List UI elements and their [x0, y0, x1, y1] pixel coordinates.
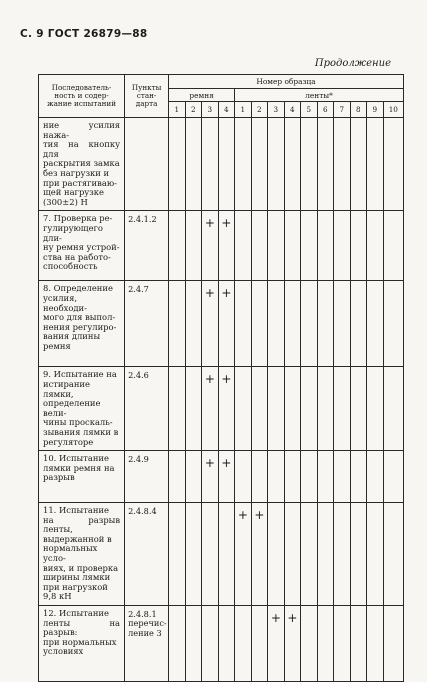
test-description-line: 9. Испытание на [43, 369, 117, 380]
empty-mark-cell [334, 211, 351, 281]
test-description-line: при растягиваю- [43, 177, 117, 188]
empty-mark-cell [367, 118, 384, 211]
page-header: С. 9 ГОСТ 26879—88 [20, 28, 148, 40]
empty-mark-cell [383, 211, 403, 281]
empty-mark-cell [268, 451, 285, 503]
empty-mark-cell [317, 281, 334, 367]
empty-mark-cell [367, 503, 384, 606]
empty-mark-cell [367, 606, 384, 682]
empty-mark-cell [251, 211, 268, 281]
test-description-line: тия на кнопку для [43, 139, 121, 159]
empty-mark-cell [383, 281, 403, 367]
empty-mark-cell [301, 606, 318, 682]
test-description-line: усилия, необходи- [43, 292, 87, 313]
test-description-line: ние усилия нажа- [43, 120, 121, 140]
empty-mark-cell [251, 118, 268, 211]
sample-number-cell: 3 [268, 102, 285, 118]
empty-mark-cell [301, 367, 318, 451]
empty-mark-cell [350, 211, 367, 281]
test-mark-cell: + [202, 281, 219, 367]
sample-number-cell: 6 [317, 102, 334, 118]
empty-mark-cell [169, 606, 186, 682]
test-description-line: 7. Проверка ре- [43, 213, 113, 224]
test-description-line: выдержанной в [43, 533, 112, 544]
empty-mark-cell [235, 211, 252, 281]
column-group-belt: ремня [169, 89, 235, 102]
empty-mark-cell [334, 606, 351, 682]
empty-mark-cell [202, 503, 219, 606]
empty-mark-cell [251, 451, 268, 503]
test-description-line: условиях [43, 646, 84, 657]
test-description-line: без нагрузки и [43, 167, 110, 178]
empty-mark-cell [334, 451, 351, 503]
empty-mark-cell [169, 281, 186, 367]
sample-number-cell: 4 [284, 102, 301, 118]
test-description-line: виях, и проверка [43, 562, 119, 573]
standard-clause-cell [125, 451, 169, 503]
standard-clause-cell [125, 281, 169, 367]
empty-mark-cell [317, 451, 334, 503]
test-description-line: разрыв [43, 472, 75, 483]
empty-mark-cell [301, 281, 318, 367]
test-description-line: 12. Испытание [43, 608, 109, 619]
table-row [39, 211, 404, 281]
sample-number-cell: 1 [169, 102, 186, 118]
standard-clause-line: 2.4.7 [128, 284, 149, 295]
empty-mark-cell [218, 606, 235, 682]
test-description-line: 8. Определение [43, 283, 113, 294]
test-mark-cell: + [202, 451, 219, 503]
empty-mark-cell [383, 367, 403, 451]
test-description-line: способность [43, 261, 98, 272]
empty-mark-cell [301, 118, 318, 211]
test-description-line: определение вели- [43, 398, 101, 418]
column-header-sample-number: Номер образца [169, 75, 404, 89]
test-description-line: нения регулиро- [43, 321, 117, 332]
table-row [39, 367, 404, 451]
empty-mark-cell [334, 367, 351, 451]
standard-clause-line: ление 3 [128, 627, 162, 638]
empty-mark-cell [301, 211, 318, 281]
test-description-line: вания длины [43, 331, 101, 342]
continuation-label: Продолжение [314, 58, 391, 69]
empty-mark-cell [301, 451, 318, 503]
empty-mark-cell [284, 118, 301, 211]
empty-mark-cell [317, 503, 334, 606]
empty-mark-cell [284, 367, 301, 451]
test-description-line: ленты на разрыв: [43, 617, 121, 638]
standard-clause-cell [125, 503, 169, 606]
empty-mark-cell [268, 118, 285, 211]
table-row [39, 118, 404, 211]
test-description-line: 10. Испытание [43, 453, 109, 464]
empty-mark-cell [169, 503, 186, 606]
empty-mark-cell [350, 118, 367, 211]
empty-mark-cell [202, 606, 219, 682]
standard-clause-line: перечис- [128, 618, 167, 629]
empty-mark-cell [334, 503, 351, 606]
test-description-line: чины проскаль- [43, 417, 113, 428]
test-mark-cell: + [218, 451, 235, 503]
test-description-cell [39, 211, 125, 281]
test-description-line: ну ремня устрой- [43, 242, 120, 253]
empty-mark-cell [185, 606, 202, 682]
empty-mark-cell [317, 606, 334, 682]
empty-mark-cell [235, 281, 252, 367]
empty-mark-cell [383, 606, 403, 682]
test-description-cell [39, 367, 125, 451]
empty-mark-cell [284, 281, 301, 367]
empty-mark-cell [185, 211, 202, 281]
test-description-line: ства на работо- [43, 251, 111, 262]
empty-mark-cell [218, 118, 235, 211]
test-description-cell [39, 118, 125, 211]
test-description-cell [39, 451, 125, 503]
test-description-line: щей нагрузке [43, 187, 104, 198]
test-mark-cell: + [235, 503, 252, 606]
empty-mark-cell [169, 451, 186, 503]
test-mark-cell: + [251, 503, 268, 606]
empty-mark-cell [268, 281, 285, 367]
test-description-line: (300±2) Н [43, 196, 88, 207]
sample-number-cell: 1 [235, 102, 252, 118]
empty-mark-cell [284, 503, 301, 606]
empty-mark-cell [185, 118, 202, 211]
empty-mark-cell [367, 451, 384, 503]
standard-clause-line: 2.4.8.1 [128, 609, 157, 620]
test-description-line: 11. Испытание [43, 505, 109, 516]
empty-mark-cell [185, 367, 202, 451]
empty-mark-cell [350, 503, 367, 606]
empty-mark-cell [218, 503, 235, 606]
column-header-standard-clauses: Пункты стан- дарта [125, 75, 169, 118]
sample-number-cell: 7 [334, 102, 351, 118]
test-description-line: истирание лямки, [43, 378, 90, 399]
standard-clause-line: 2.4.1.2 [128, 214, 157, 225]
standard-clause-cell [125, 211, 169, 281]
empty-mark-cell [334, 281, 351, 367]
empty-mark-cell [235, 606, 252, 682]
empty-mark-cell [367, 367, 384, 451]
empty-mark-cell [350, 367, 367, 451]
test-description-line: регуляторе [43, 436, 94, 447]
test-mark-cell: + [218, 367, 235, 451]
test-description-line: на разрыв ленты, [43, 514, 121, 535]
table-row [39, 451, 404, 503]
empty-mark-cell [284, 211, 301, 281]
test-description-cell [39, 281, 125, 367]
sample-number-cell: 2 [251, 102, 268, 118]
test-description-line: ремня [43, 340, 71, 351]
test-description-line: ширины лямки [43, 572, 111, 583]
sample-number-cell: 3 [202, 102, 219, 118]
empty-mark-cell [169, 367, 186, 451]
test-mark-cell: + [218, 211, 235, 281]
empty-mark-cell [350, 606, 367, 682]
empty-mark-cell [268, 503, 285, 606]
empty-mark-cell [268, 211, 285, 281]
empty-mark-cell [350, 281, 367, 367]
test-mark-cell: + [202, 211, 219, 281]
test-description-line: раскрытия замка [43, 158, 120, 169]
standard-clause-cell [125, 367, 169, 451]
sample-number-cell: 8 [350, 102, 367, 118]
empty-mark-cell [383, 503, 403, 606]
standard-clause-cell [125, 118, 169, 211]
empty-mark-cell [235, 367, 252, 451]
empty-mark-cell [251, 281, 268, 367]
empty-mark-cell [367, 211, 384, 281]
empty-mark-cell [284, 451, 301, 503]
empty-mark-cell [268, 367, 285, 451]
sample-number-cell: 5 [301, 102, 318, 118]
empty-mark-cell [367, 281, 384, 367]
empty-mark-cell [235, 118, 252, 211]
test-description-line: нормальных усло- [43, 543, 98, 564]
test-description-line: при нормальных [43, 636, 117, 647]
test-mark-cell: + [218, 281, 235, 367]
test-mark-cell: + [202, 367, 219, 451]
empty-mark-cell [383, 118, 403, 211]
empty-mark-cell [185, 451, 202, 503]
standard-clause-cell [125, 606, 169, 682]
empty-mark-cell [251, 606, 268, 682]
column-group-strap: ленты* [235, 89, 404, 102]
test-mark-cell: + [284, 606, 301, 682]
empty-mark-cell [185, 503, 202, 606]
empty-mark-cell [301, 503, 318, 606]
empty-mark-cell [350, 451, 367, 503]
test-mark-cell: + [268, 606, 285, 682]
column-header-tests: Последователь- ность и содер- жание испытаний [39, 75, 125, 118]
empty-mark-cell [317, 367, 334, 451]
table-row [39, 281, 404, 367]
standard-clause-line: 2.4.6 [128, 370, 149, 381]
empty-mark-cell [251, 367, 268, 451]
table-row [39, 503, 404, 606]
empty-mark-cell [169, 118, 186, 211]
test-description-line: лямки ремня на [43, 462, 115, 473]
test-description-line: гулирующего дли- [43, 222, 103, 243]
test-description-line: зывания лямки в [43, 426, 119, 437]
empty-mark-cell [317, 211, 334, 281]
empty-mark-cell [334, 118, 351, 211]
empty-mark-cell [317, 118, 334, 211]
test-description-cell [39, 503, 125, 606]
sample-number-cell: 10 [383, 102, 403, 118]
sample-number-cell: 9 [367, 102, 384, 118]
standard-clause-line: 2.4.9 [128, 454, 149, 465]
test-description-cell [39, 606, 125, 682]
test-description-line: при нагрузкой [43, 581, 108, 592]
empty-mark-cell [383, 451, 403, 503]
test-description-line: 9,8 кН [43, 591, 72, 602]
test-schedule-table [38, 74, 404, 682]
empty-mark-cell [169, 211, 186, 281]
sample-number-cell: 4 [218, 102, 235, 118]
empty-mark-cell [235, 451, 252, 503]
empty-mark-cell [185, 281, 202, 367]
empty-mark-cell [202, 118, 219, 211]
test-description-line: мого для выпол- [43, 312, 116, 323]
sample-number-cell: 2 [185, 102, 202, 118]
table-row [39, 606, 404, 682]
standard-clause-line: 2.4.8.4 [128, 506, 157, 517]
table-body [39, 118, 404, 682]
